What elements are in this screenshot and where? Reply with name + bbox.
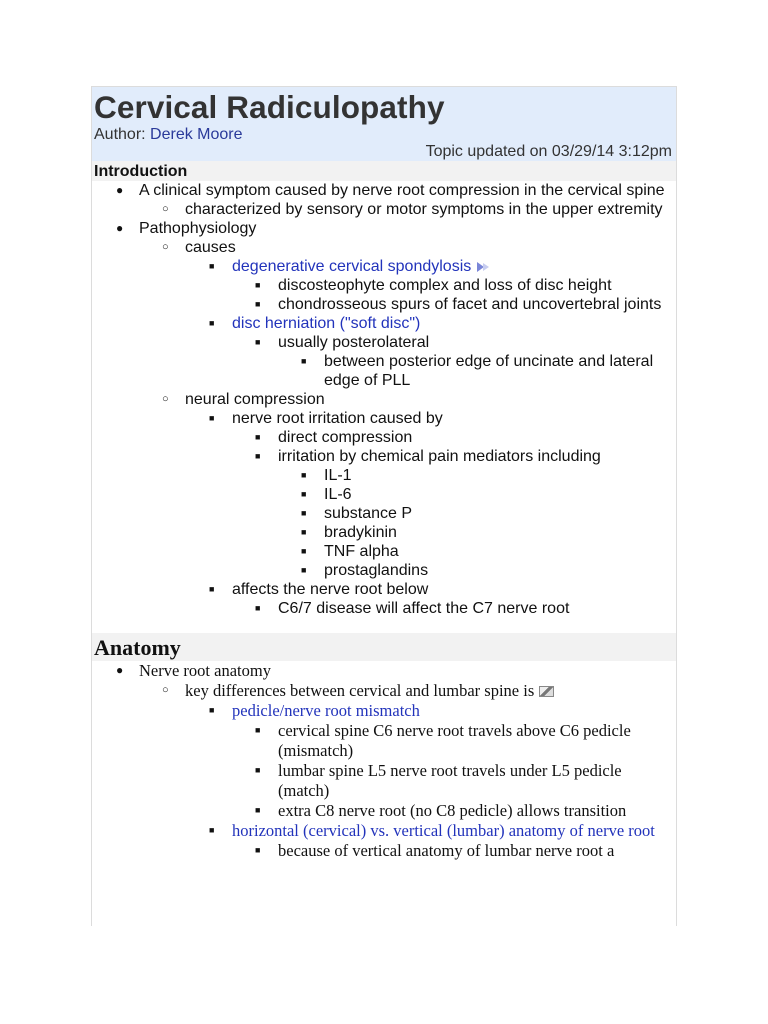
introduction-list	[92, 181, 676, 618]
list-item: ■ IL-1	[301, 467, 352, 484]
square-bullet-icon: ■	[301, 565, 307, 575]
list-item: ■ bradykinin	[301, 524, 397, 541]
square-bullet-icon: ■	[255, 765, 261, 775]
square-bullet-icon: ■	[209, 413, 215, 423]
arrow-right-icon[interactable]	[477, 262, 484, 272]
list-item: ■ affects the nerve root below	[209, 581, 429, 598]
list-item: ■ usually posterolateral	[255, 334, 430, 351]
topic-updated: Topic updated on 03/29/14 3:12pm	[425, 143, 672, 160]
list-item: ● Nerve root anatomy	[116, 661, 271, 680]
mismatch-link[interactable]: pedicle/nerve root mismatch	[232, 701, 420, 720]
spondylosis-link[interactable]: degenerative cervical spondylosis	[232, 258, 472, 275]
circle-bullet-icon: ○	[162, 203, 169, 215]
article-page	[91, 86, 677, 926]
square-bullet-icon: ■	[301, 508, 307, 518]
image-icon[interactable]	[539, 686, 554, 697]
disc-bullet-icon: ●	[116, 221, 124, 235]
anatomy-list	[92, 661, 676, 861]
square-bullet-icon: ■	[255, 432, 261, 442]
square-bullet-icon: ■	[301, 527, 307, 537]
list-item	[92, 701, 676, 721]
page-title: Cervical Radiculopathy	[94, 89, 445, 125]
list-item: ■ substance P	[301, 505, 413, 522]
list-item: ■ IL-6	[301, 486, 352, 503]
list-item	[92, 257, 676, 276]
list-item: ■ prostaglandins	[301, 562, 429, 579]
list-item: ■ TNF alpha	[301, 543, 399, 560]
anatomy-heading: Anatomy	[92, 633, 676, 661]
square-bullet-icon: ■	[255, 805, 261, 815]
disc-herniation-link[interactable]: disc herniation ("soft disc")	[232, 315, 421, 332]
list-item: ■ extra C8 nerve root (no C8 pedicle) allows transition	[255, 801, 627, 820]
author-label: Author:	[94, 126, 146, 143]
square-bullet-icon: ■	[209, 705, 215, 715]
list-item: ■ because of vertical anatomy of lumbar nerve root a	[255, 841, 615, 860]
list-item	[92, 821, 676, 841]
introduction-heading: Introduction	[92, 161, 676, 181]
circle-bullet-icon: ○	[162, 393, 169, 405]
square-bullet-icon: ■	[301, 489, 307, 499]
list-item: ■ between posterior edge of uncinate and lateral edge of PLL	[301, 353, 654, 389]
article-header	[92, 87, 676, 161]
square-bullet-icon: ■	[255, 337, 261, 347]
list-item: ● A clinical symptom caused by nerve root compression in the cervical spine	[116, 182, 665, 199]
list-item: ■ discosteophyte complex and loss of disc height	[255, 277, 612, 294]
list-item: ■ lumbar spine L5 nerve root travels under L5 pedicle (match)	[255, 761, 622, 800]
list-item: ■ chondrosseous spurs of facet and uncovertebral joints	[255, 296, 662, 313]
circle-bullet-icon: ○	[162, 684, 169, 696]
disc-bullet-icon: ●	[116, 183, 124, 197]
list-item	[92, 314, 676, 333]
disc-bullet-icon: ●	[116, 663, 124, 677]
square-bullet-icon: ■	[301, 546, 307, 556]
author-link[interactable]: Derek Moore	[150, 126, 243, 143]
horizontal-vertical-link[interactable]: horizontal (cervical) vs. vertical (lumbar) anatomy of nerve root	[232, 821, 655, 840]
list-item: ■ cervical spine C6 nerve root travels above C6 pedicle (mismatch)	[255, 721, 631, 760]
circle-bullet-icon: ○	[162, 241, 169, 253]
square-bullet-icon: ■	[255, 845, 261, 855]
list-item: ○ characterized by sensory or motor symptoms in the upper extremity	[162, 201, 663, 218]
list-item: ■ nerve root irritation caused by	[209, 410, 443, 427]
list-item: ■ direct compression	[255, 429, 413, 446]
list-item: ● Pathophysiology	[116, 220, 257, 237]
list-item: ○ causes	[162, 239, 236, 256]
square-bullet-icon: ■	[255, 299, 261, 309]
square-bullet-icon: ■	[209, 825, 215, 835]
list-item: ○ neural compression	[162, 391, 325, 408]
square-bullet-icon: ■	[301, 470, 307, 480]
square-bullet-icon: ■	[255, 725, 261, 735]
square-bullet-icon: ■	[209, 318, 215, 328]
square-bullet-icon: ■	[255, 451, 261, 461]
square-bullet-icon: ■	[301, 356, 307, 366]
square-bullet-icon: ■	[255, 603, 261, 613]
square-bullet-icon: ■	[209, 261, 215, 271]
square-bullet-icon: ■	[209, 584, 215, 594]
list-item: ○ key differences between cervical and lumbar spine is	[92, 681, 676, 701]
list-item: ■ C6/7 disease will affect the C7 nerve root	[255, 600, 570, 617]
square-bullet-icon: ■	[255, 280, 261, 290]
list-item: ■ irritation by chemical pain mediators including	[255, 448, 601, 465]
